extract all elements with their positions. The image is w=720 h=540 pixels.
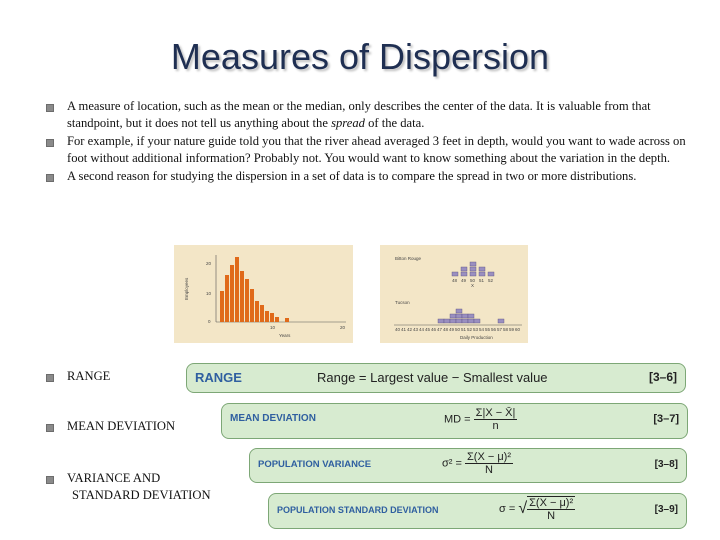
dot-mark — [479, 272, 485, 276]
formula-lhs: σ² = — [442, 457, 462, 470]
bullet-square-icon — [46, 139, 54, 147]
bullet-list — [46, 98, 696, 186]
formula-number: [3–9] — [654, 504, 678, 515]
histogram-bar — [270, 313, 274, 322]
dotplot-xlabel: Daily Production — [460, 335, 493, 340]
dotplot-tick: 40 — [395, 327, 401, 332]
sqrt-icon: √ — [518, 500, 528, 517]
measure-label-variance — [46, 470, 211, 504]
dotplot-tick: 49 — [449, 327, 455, 332]
formula-tag: RANGE — [195, 370, 242, 385]
histogram-xlabel: Years — [279, 333, 291, 338]
dotplot-tick: 48 — [443, 327, 449, 332]
bullet-square-icon — [46, 104, 54, 112]
bullet-item — [46, 168, 696, 185]
dot-mark — [450, 314, 456, 318]
formula-number: [3–7] — [653, 413, 679, 425]
dotplot-tick: 48 — [452, 278, 458, 283]
dotplot-tick: 50 — [455, 327, 461, 332]
x-tick: 20 — [340, 325, 346, 330]
dotplot-tick: 57 — [497, 327, 503, 332]
formula-tag: MEAN DEVIATION — [230, 413, 316, 424]
y-tick: 10 — [206, 291, 212, 296]
dot-mark — [470, 272, 476, 276]
bullet-emphasis: spread — [331, 116, 365, 130]
dotplot-tick: 51 — [479, 278, 485, 283]
bullet-square-icon — [46, 476, 54, 484]
histogram-bar — [225, 275, 229, 322]
formula-denominator: N — [485, 464, 493, 476]
histogram-chart — [174, 245, 353, 343]
bullet-item — [46, 133, 696, 167]
bullet-item — [46, 98, 696, 132]
histogram-bar — [220, 291, 224, 322]
histogram-bar — [235, 257, 239, 322]
dot-mark — [470, 262, 476, 266]
histogram-bar — [265, 311, 269, 322]
dot-mark — [461, 267, 467, 271]
histogram-ylabel: Employees — [184, 277, 189, 300]
formula-lhs: σ = — [499, 502, 516, 515]
measure-label-mean-deviation — [46, 418, 175, 435]
dotplot-label-top: Bitton Rouge — [395, 256, 422, 261]
dotplot-tick: 54 — [479, 327, 485, 332]
bullet-square-icon — [46, 424, 54, 432]
dot-mark — [456, 309, 462, 313]
bullet-text-end: of the data. — [364, 116, 425, 130]
formula-fraction — [527, 496, 575, 522]
histogram-bar — [255, 301, 259, 322]
y-tick: 0 — [208, 319, 211, 324]
dotplot-tick: 43 — [413, 327, 419, 332]
population-variance-formula-box — [249, 448, 687, 483]
formula-tag: POPULATION VARIANCE — [258, 459, 372, 470]
dot-mark — [498, 319, 504, 323]
bottom-dot-group — [438, 309, 504, 323]
histogram-bar — [230, 265, 234, 322]
dotplot-tick: 58 — [503, 327, 509, 332]
formula-denominator: N — [547, 510, 556, 522]
mean-deviation-formula-box — [221, 403, 688, 439]
range-formula-box — [186, 363, 686, 393]
histogram-bar — [240, 271, 244, 322]
dotplot-tick: 55 — [485, 327, 491, 332]
dotplot-tick: 47 — [437, 327, 443, 332]
formula-equation — [444, 407, 517, 432]
x-tick: 10 — [270, 325, 276, 330]
dot-mark — [456, 314, 462, 318]
formula-numerator: Σ(X − μ)² — [529, 497, 574, 509]
histogram-bar — [245, 279, 249, 322]
dotplot-tick: 42 — [407, 327, 413, 332]
dot-mark — [470, 267, 476, 271]
dot-mark — [474, 319, 480, 323]
formula-number: [3–6] — [648, 370, 677, 384]
measure-label-text: STANDARD DEVIATION — [72, 488, 211, 502]
measure-label-text: MEAN DEVIATION — [67, 419, 176, 433]
formula-denominator: n — [492, 420, 499, 432]
dot-mark — [452, 272, 458, 276]
histogram-figure — [174, 245, 353, 343]
measure-label-range — [46, 368, 110, 385]
dotplot-tick: 50 — [470, 278, 476, 283]
histogram-bar — [285, 318, 289, 322]
y-tick: 20 — [206, 261, 212, 266]
top-dot-group — [452, 262, 494, 276]
dot-mark — [444, 319, 450, 323]
dotplot-tick: 46 — [431, 327, 437, 332]
dotplot-tick: 51 — [461, 327, 467, 332]
formula-equation — [499, 496, 575, 522]
population-sd-formula-box — [268, 493, 687, 529]
formula-numerator: Σ|X − X̄| — [475, 407, 516, 419]
histogram-bars — [220, 257, 289, 322]
formula-lhs: MD = — [444, 413, 471, 426]
bullet-text: For example, if your nature guide told you that the river ahead averaged 3 feet in depth, would you want to wade across on foot without additional information? Probably not. You would want to know something about the variation in the depth. — [67, 134, 686, 165]
dotplot-tick: 53 — [473, 327, 479, 332]
bullet-square-icon — [46, 374, 54, 382]
formula-fraction — [465, 451, 513, 476]
dotplot-figure — [380, 245, 528, 343]
dotplot-tick: 45 — [425, 327, 431, 332]
histogram-bar — [275, 317, 279, 322]
formula-equation: Range = Largest value − Smallest value — [317, 370, 548, 385]
bullet-text-start: A measure of location, such as the mean or the median, only describes the center of the data. It is valuable from that standpoint, but it does not tell us anything about the — [67, 99, 651, 130]
dot-mark — [462, 319, 468, 323]
dot-mark — [468, 314, 474, 318]
formula-fraction — [474, 407, 518, 432]
dotplot-label-bottom: Tucson — [395, 300, 410, 305]
histogram-bar — [260, 305, 264, 322]
dot-mark — [461, 272, 467, 276]
formula-numerator: Σ(X − μ)² — [467, 451, 511, 463]
dotplot-tick: 52 — [467, 327, 473, 332]
dotplot-tick: 41 — [401, 327, 407, 332]
dotplot-top-x-label: X — [471, 283, 475, 288]
dot-mark — [450, 319, 456, 323]
dotplot-tick: 56 — [491, 327, 497, 332]
page-title: Measures of Dispersion — [170, 36, 550, 77]
dotplot-tick: 52 — [488, 278, 494, 283]
dotplot-tick: 60 — [515, 327, 521, 332]
dotplot-chart — [380, 245, 528, 343]
dot-mark — [479, 267, 485, 271]
histogram-bar — [250, 289, 254, 322]
formula-number: [3–8] — [654, 459, 678, 470]
dot-mark — [456, 319, 462, 323]
measure-label-text: RANGE — [67, 369, 111, 383]
dot-mark — [462, 314, 468, 318]
dot-mark — [488, 272, 494, 276]
bullet-text: A second reason for studying the dispersion in a set of data is to compare the spread in two or more distributions. — [67, 169, 637, 183]
formula-tag: POPULATION STANDARD DEVIATION — [277, 505, 439, 515]
bottom-tick-group — [395, 327, 521, 332]
dotplot-tick: 59 — [509, 327, 515, 332]
formula-equation — [442, 451, 513, 476]
dot-mark — [438, 319, 444, 323]
bullet-square-icon — [46, 174, 54, 182]
dotplot-tick: 49 — [461, 278, 467, 283]
dot-mark — [468, 319, 474, 323]
measure-label-text: VARIANCE AND — [67, 471, 161, 485]
dotplot-tick: 44 — [419, 327, 425, 332]
